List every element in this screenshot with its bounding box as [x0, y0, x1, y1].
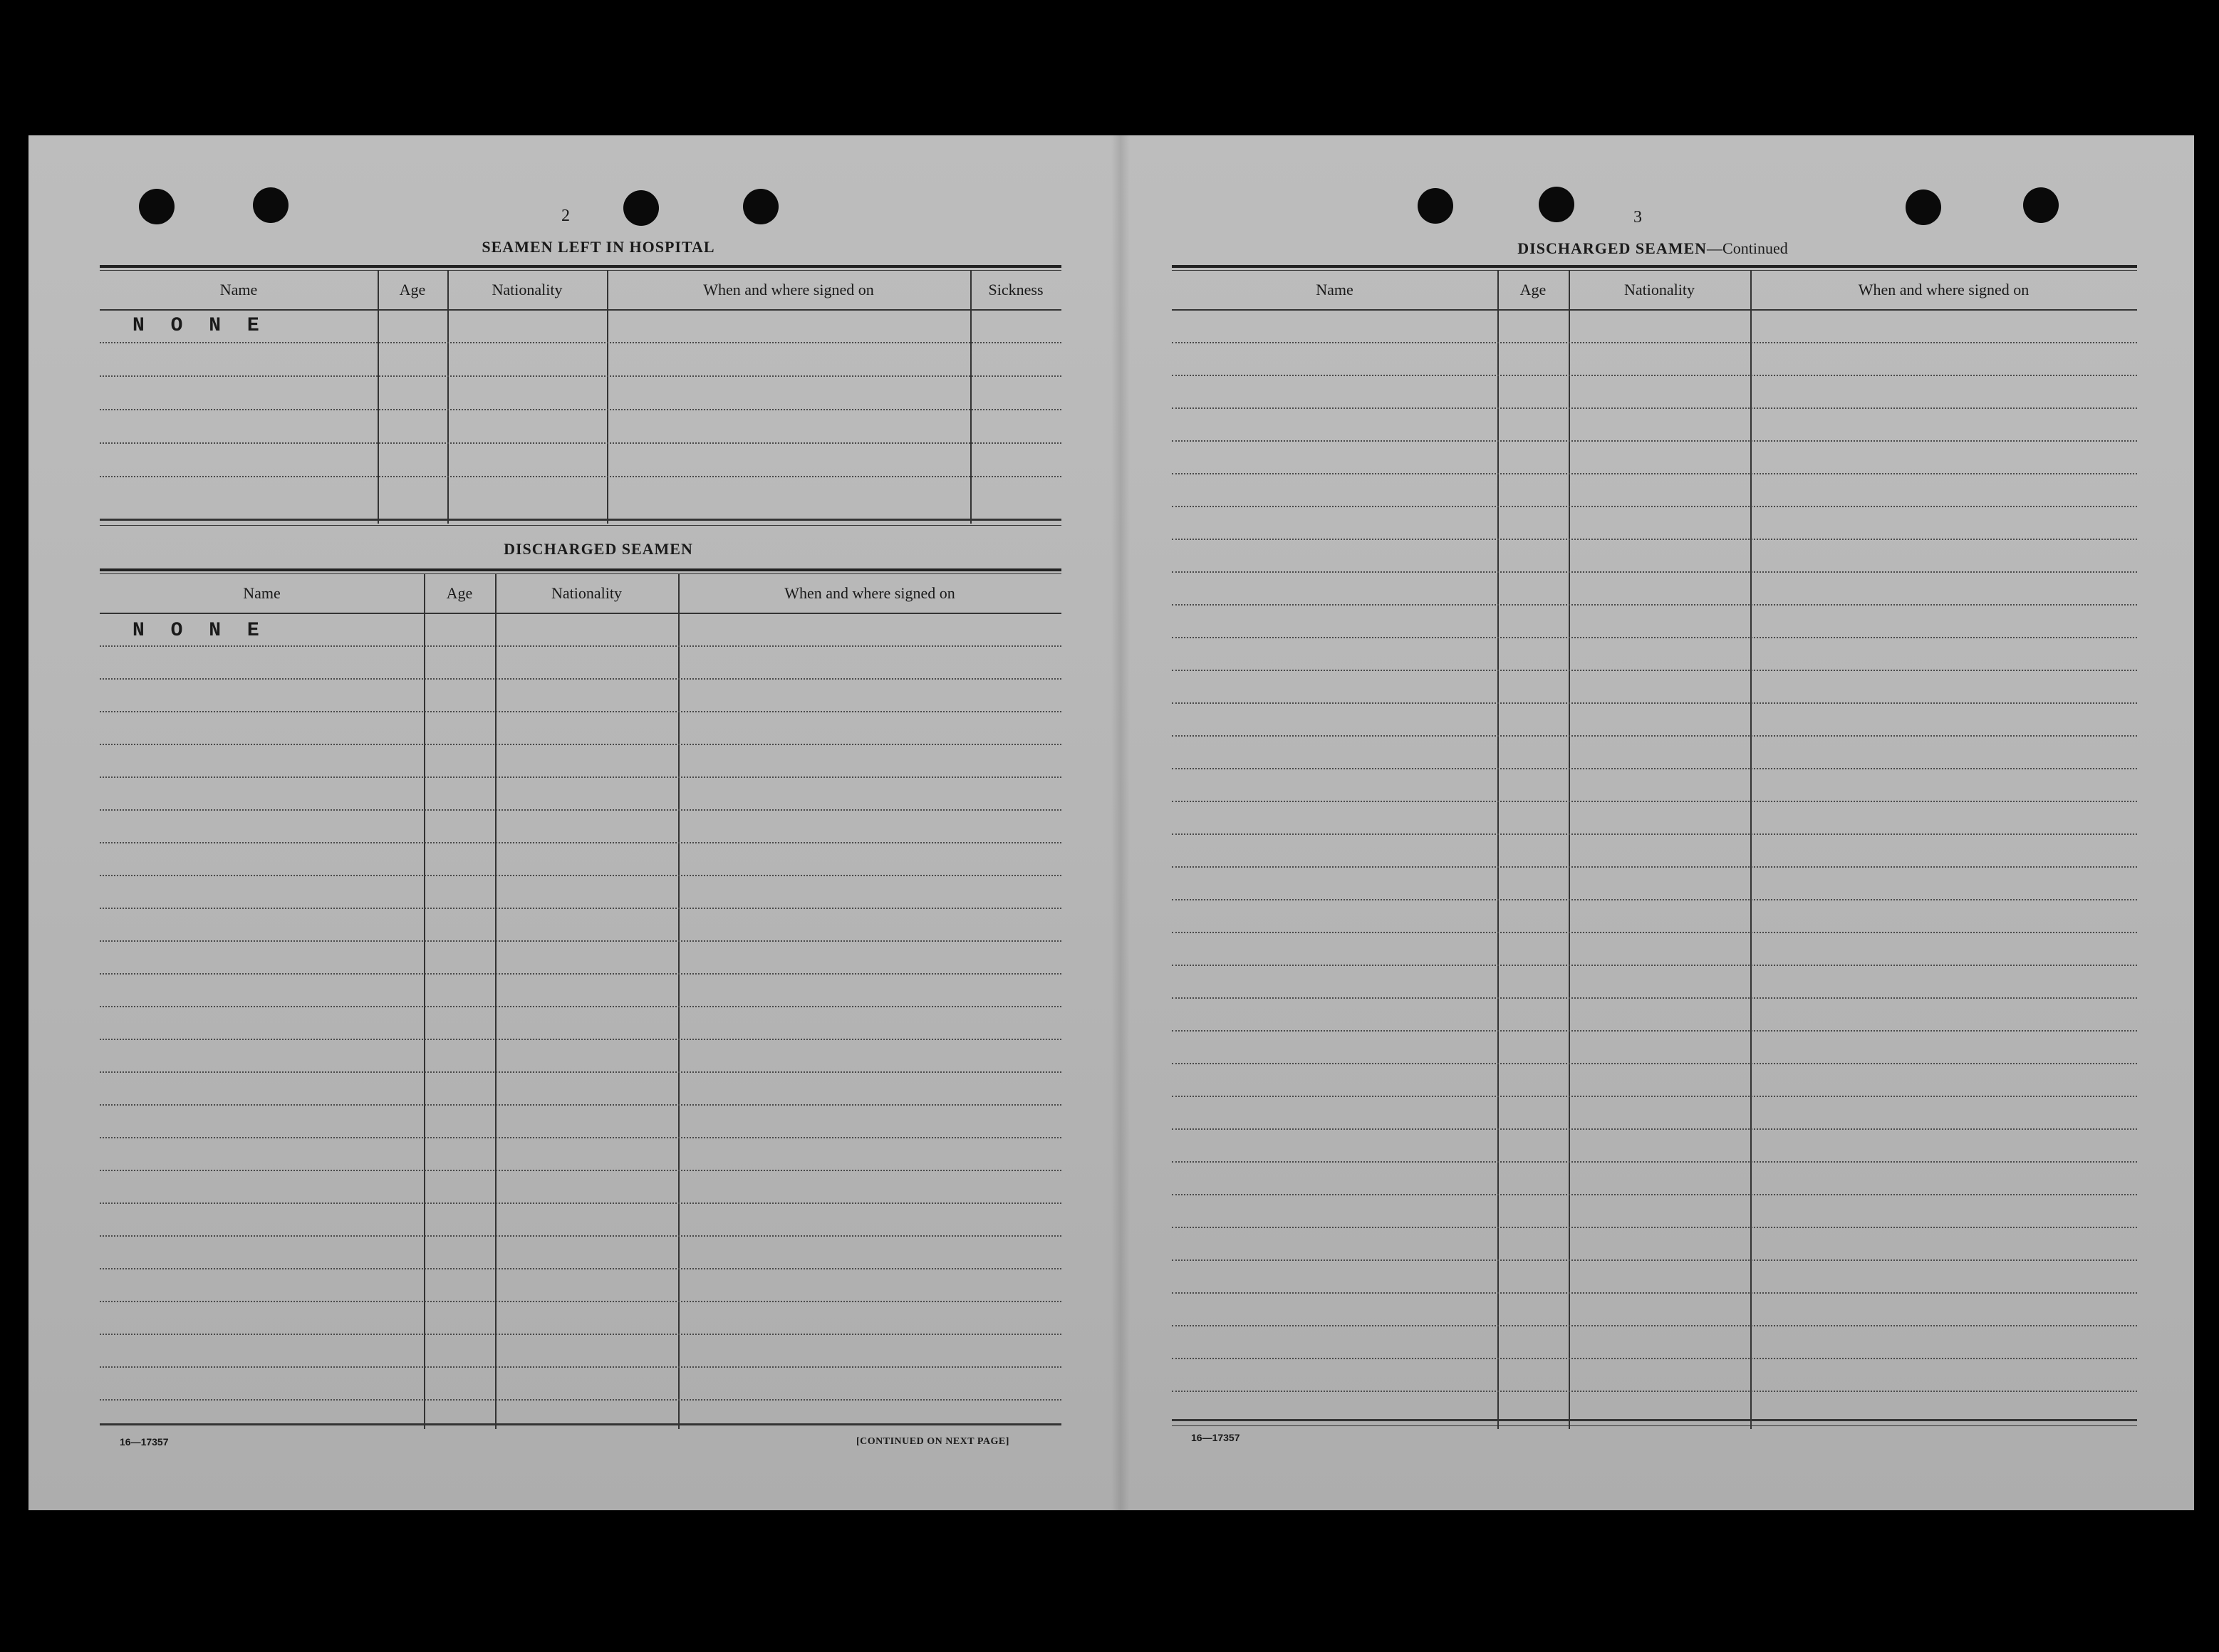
page-number-left: 2 [561, 207, 570, 225]
discharged-col-nationality: Nationality [551, 584, 622, 602]
form-number-right: 16—17357 [1191, 1432, 1240, 1443]
continued-col-nationality: Nationality [1624, 281, 1695, 298]
hospital-col-sickness: Sickness [988, 281, 1044, 298]
discharged-col-name: Name [243, 584, 281, 602]
discharged-continued-table [1172, 265, 2137, 1433]
page-fold [1111, 135, 1130, 1510]
continued-col-name: Name [1316, 281, 1353, 298]
punch-hole [1906, 189, 1941, 225]
hospital-col-signed-on: When and where signed on [703, 281, 874, 298]
discharged-continued-title [1439, 239, 1866, 258]
punch-hole [623, 190, 659, 226]
continued-col-age: Age [1519, 281, 1547, 298]
discharged-col-age: Age [446, 584, 473, 602]
discharged-continued-title-main: DISCHARGED SEAMEN [1517, 239, 1708, 257]
hospital-entry-none: N O N E [132, 315, 266, 337]
discharged-col-signed-on: When and where signed on [784, 584, 955, 602]
discharged-entry-none: N O N E [132, 620, 266, 642]
punch-hole [2023, 187, 2059, 223]
punch-hole [1539, 187, 1574, 222]
discharged-table [100, 568, 1061, 1423]
hospital-section-title: SEAMEN LEFT IN HOSPITAL [482, 238, 715, 256]
form-number-left: 16—17357 [120, 1436, 169, 1448]
punch-hole [253, 187, 289, 223]
document-spread [28, 135, 2194, 1510]
discharged-section-title: DISCHARGED SEAMEN [504, 540, 693, 558]
continued-col-signed-on: When and where signed on [1858, 281, 2030, 298]
discharged-continued-suffix: —Continued [1707, 239, 1788, 257]
hospital-col-age: Age [399, 281, 426, 298]
page-number-right: 3 [1633, 208, 1642, 227]
punch-hole [1418, 188, 1453, 224]
hospital-col-nationality: Nationality [492, 281, 563, 298]
punch-hole [139, 189, 175, 224]
punch-hole [743, 189, 779, 224]
continued-on-next-page: [CONTINUED ON NEXT PAGE] [856, 1436, 1009, 1447]
hospital-col-name: Name [219, 281, 258, 298]
